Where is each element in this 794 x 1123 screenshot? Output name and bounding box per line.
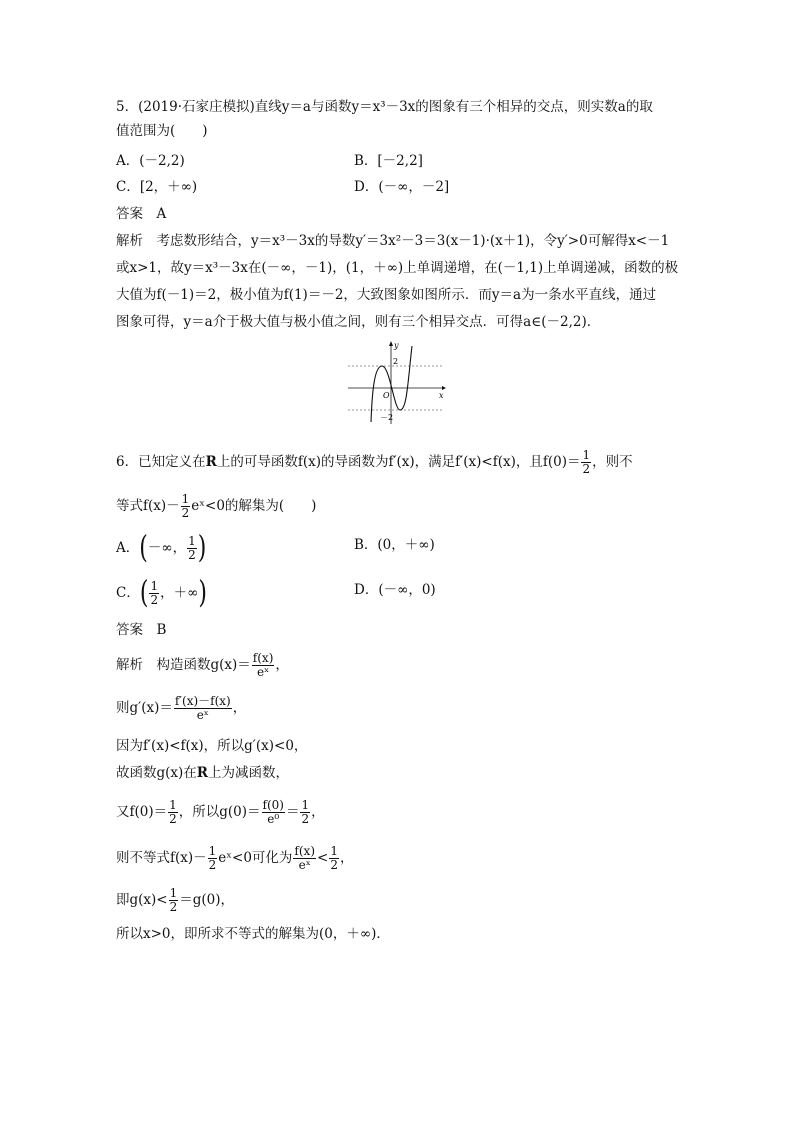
q6-solution-line1: 解析 构造函数g(x)＝ $\frac{f(x)}{\text{eˣ}}$ ，: [116, 651, 289, 679]
y-axis-label: y: [394, 341, 399, 350]
origin-label: O: [383, 391, 390, 400]
max-value-label: 2: [393, 357, 399, 366]
q6-solution-line5: 又f(0)＝ $\frac{1}{2}$ ，所以g(0)＝ $\frac{f(0)}{\text{e⁰}}$ ＝ $\frac{1}{2}$ ，: [116, 798, 325, 826]
q5-solution-line1: 解析 考虑数形结合，y＝x³－3x的导数y′＝3x²－3＝3(x－1)·(x＋1)，令y′>0可解得x<－1: [116, 233, 670, 249]
q5-solution-line4: 图象可得，y＝a介于极大值与极小值之间，则有三个相异交点．可得a∈(－2,2)．: [116, 314, 601, 330]
q5-solution-line3: 大值为f(－1)＝2，极小值为f(1)＝－2，大致图象如图所示．而y＝a为一条水平直线，通过: [116, 287, 657, 303]
q5-option-b: B．[－2,2]: [354, 153, 423, 169]
real-numbers-symbol: R: [205, 454, 217, 470]
q6-answer: 答案 B: [116, 622, 167, 638]
q5-stem-line2: 值范围为( ): [116, 123, 208, 139]
q6-solution-line4: 故函数g(x)在R上为减函数，: [116, 765, 290, 781]
q5-option-a: A．(－2,2): [116, 153, 185, 169]
min-value-label: －2: [380, 413, 394, 422]
cubic-function-graph: [346, 340, 446, 425]
y-axis-arrow: [389, 341, 393, 346]
q6-option-a: A．(－∞， $\frac{1}{2}$ ): [116, 530, 207, 566]
q6-stem-line2: 等式f(x)－ $\frac{1}{2}$ eˣ<0的解集为( ): [116, 492, 317, 520]
q6-solution-line7: 即g(x)< $\frac{1}{2}$ ＝g(0)，: [116, 886, 235, 914]
q6-solution-line3: 因为f′(x)<f(x)，所以g′(x)<0，: [116, 738, 308, 754]
q6-option-c: C．( $\frac{1}{2}$ ，＋∞): [116, 575, 207, 611]
fraction-one-half: $\frac{1}{2}$: [582, 448, 591, 476]
q6-option-d: D．(－∞，0): [354, 582, 436, 598]
q6-solution-line2: 则g′(x)＝ $\frac{f'(x)-f(x)}{\text{eˣ}}$ ，: [116, 694, 247, 722]
q6-solution-line6: 则不等式f(x)－ $\frac{1}{2}$ eˣ<0可化为 $\frac{f(x)}{\text{eˣ}}$ < $\frac{1}{2}$ ，: [116, 844, 354, 872]
q5-option-c: C．[2，＋∞): [116, 179, 198, 195]
q6-option-b: B．(0，＋∞): [354, 537, 435, 553]
q6-stem-line1: 6．已知定义在R上的可导函数f(x)的导函数为f′(x)，满足f′(x)<f(x)，且f(0)＝ $\frac{1}{2}$ ，则不: [116, 448, 633, 476]
x-axis-arrow: [442, 386, 446, 390]
cubic-curve: [371, 346, 412, 422]
fraction-one-half: $\frac{1}{2}$: [181, 492, 190, 520]
x-axis-label: x: [439, 391, 444, 400]
q5-answer: 答案 A: [116, 206, 167, 222]
q5-stem-line1: 5．(2019·石家庄模拟)直线y＝a与函数y＝x³－3x的图象有三个相异的交点，则实数a的取: [116, 99, 653, 115]
q6-solution-line8: 所以x>0，即所求不等式的解集为(0，＋∞)．: [116, 926, 390, 942]
q5-solution-line2: 或x>1，故y＝x³－3x在(－∞，－1)，(1，＋∞)上单调递增，在(－1,1)上单调递减，函数的极: [116, 260, 679, 276]
q5-option-d: D．(－∞，－2]: [354, 179, 450, 195]
